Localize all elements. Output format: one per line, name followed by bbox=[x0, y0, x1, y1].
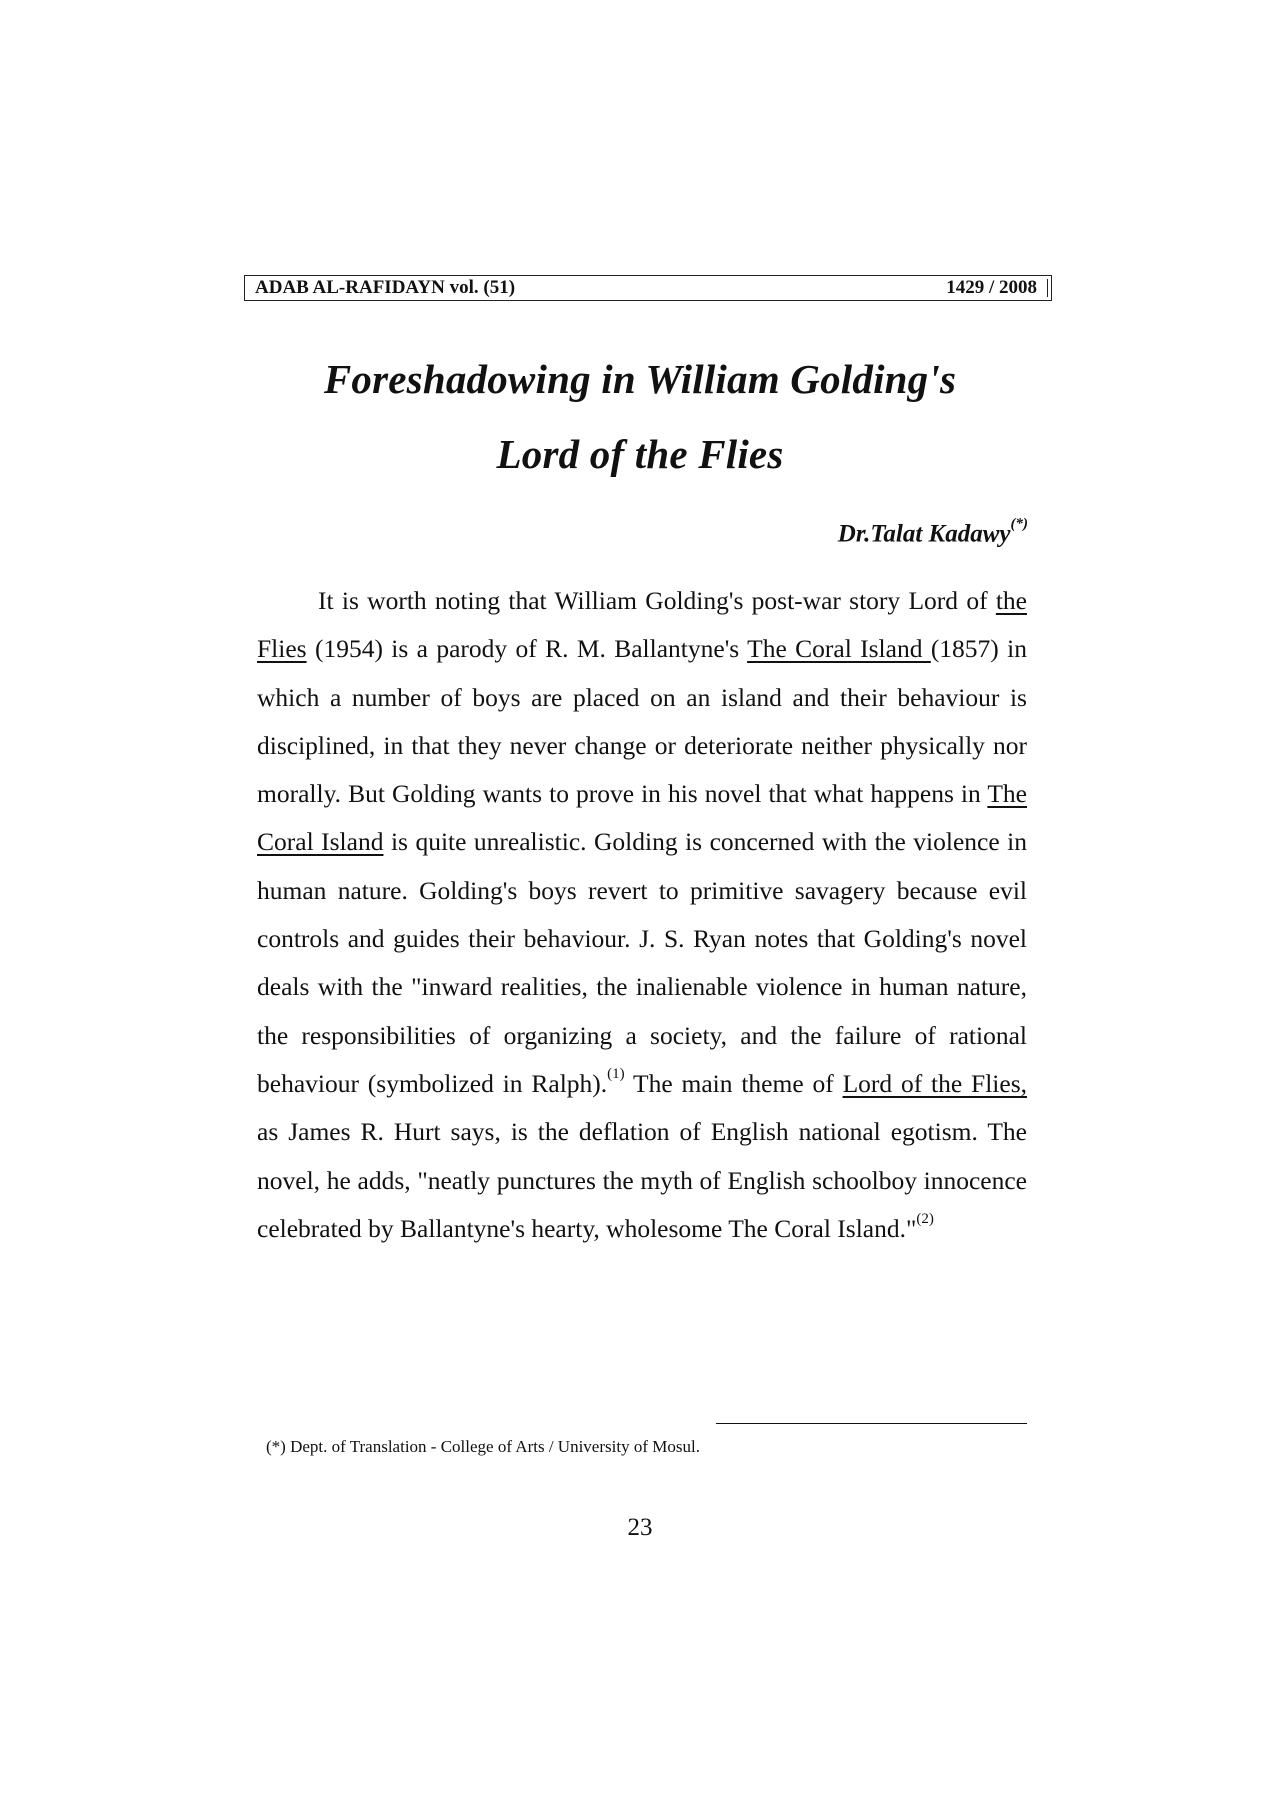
journal-name: ADAB AL-RAFIDAYN vol. (51) bbox=[255, 277, 516, 298]
text-run: It is worth noting that William Golding's post-war story Lord of bbox=[318, 586, 996, 615]
underlined-title: Lord of the Flies, bbox=[842, 1068, 1028, 1098]
article-title-line-2: Lord of the Flies bbox=[496, 431, 784, 477]
author-footnote-marker: (*) bbox=[1010, 516, 1028, 532]
text-run: is quite unrealistic. Golding is concerned with the violence in human nature. Golding's boys revert to primitive savagery because evil controls and guides their behaviour. J. S. Ryan notes that Golding's novel deals with the "inward realities, the inalienable violence in human nature, the responsibilities of organizing a society, and the failure of rational behaviour (symbolized in Ralph). bbox=[257, 827, 1027, 1098]
text-run: The main theme of bbox=[624, 1068, 843, 1098]
body-text bbox=[257, 577, 1027, 1253]
article-title-line-1: Foreshadowing in William Golding's bbox=[323, 356, 957, 402]
citation-ref-1: (1) bbox=[607, 1066, 625, 1083]
page-number: 23 bbox=[627, 1514, 653, 1541]
underlined-title: the Flies bbox=[257, 586, 1027, 664]
paragraph bbox=[257, 577, 1027, 1253]
citation-ref-2: (2) bbox=[916, 1211, 934, 1228]
underlined-title: The Coral Island bbox=[747, 634, 931, 664]
author-byline bbox=[837, 516, 1028, 548]
underlined-title: The Coral Island bbox=[257, 779, 1027, 857]
journal-date: 1429 / 2008 bbox=[946, 277, 1037, 298]
footnote: (*) Dept. of Translation - College of Arts / University of Mosul. bbox=[266, 1437, 700, 1456]
footnote-divider bbox=[716, 1423, 1027, 1424]
text-run: (1857) in which a number of boys are placed on an island and their behaviour is disciplined, in that they never change or deteriorate neither physically nor morally. But Golding wants to prove in his novel that what happens in bbox=[257, 634, 1027, 809]
text-run: as James R. Hurt says, is the deflation of English national egotism. The novel, he adds, "neatly punctures the myth of English schoolboy innocence celebrated by Ballantyne's hearty, wholesome The Coral Island." bbox=[257, 1117, 1027, 1243]
author-name: Dr.Talat Kadawy bbox=[837, 520, 1011, 548]
journal-header bbox=[244, 275, 1052, 301]
text-run: (1954) is a parody of R. M. Ballantyne's bbox=[306, 634, 748, 664]
